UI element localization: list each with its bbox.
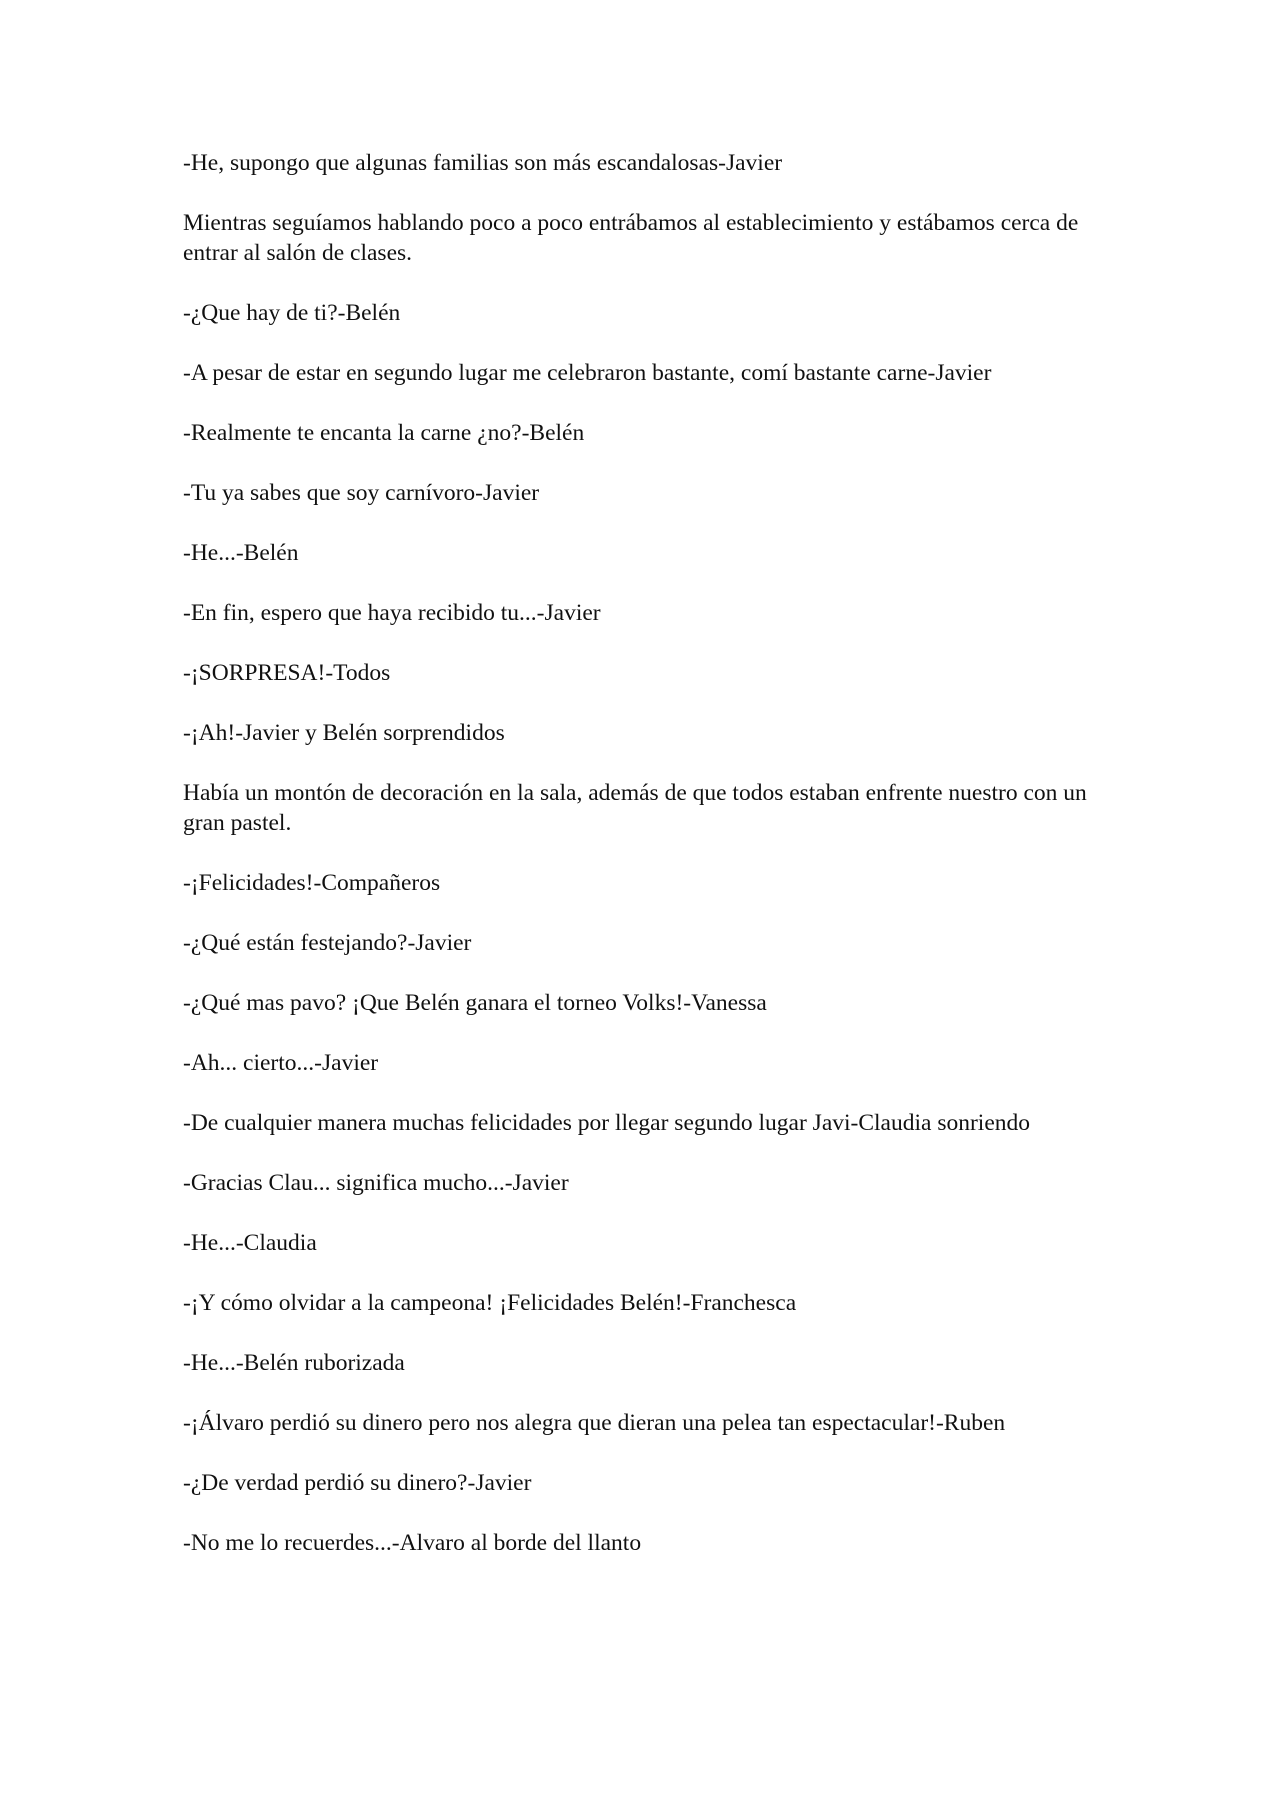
paragraph: -¡Álvaro perdió su dinero pero nos alegra que dieran una pelea tan espectacular!-Ruben bbox=[183, 1410, 1006, 1436]
document-body bbox=[183, 148, 1098, 1588]
paragraph: -Gracias Clau... significa mucho...-Javier bbox=[183, 1170, 569, 1196]
paragraph: -¡Ah!-Javier y Belén sorprendidos bbox=[183, 720, 505, 746]
paragraph: -¿De verdad perdió su dinero?-Javier bbox=[183, 1470, 532, 1496]
paragraph: -En fin, espero que haya recibido tu...-Javier bbox=[183, 600, 601, 626]
paragraph: Había un montón de decoración en la sala, además de que todos estaban enfrente nuestro con un gran pastel. bbox=[183, 780, 1087, 836]
paragraph: -He...-Claudia bbox=[183, 1230, 317, 1256]
paragraph: -He...-Belén bbox=[183, 540, 299, 566]
paragraph: -¿Que hay de ti?-Belén bbox=[183, 300, 401, 326]
paragraph: -Ah... cierto...-Javier bbox=[183, 1050, 379, 1076]
paragraph: -¿Qué mas pavo? ¡Que Belén ganara el torneo Volks!-Vanessa bbox=[183, 990, 767, 1016]
paragraph: -No me lo recuerdes...-Alvaro al borde del llanto bbox=[183, 1530, 642, 1556]
paragraph: -He...-Belén ruborizada bbox=[183, 1350, 405, 1376]
paragraph: -A pesar de estar en segundo lugar me celebraron bastante, comí bastante carne-Javier bbox=[183, 360, 992, 386]
paragraph: Mientras seguíamos hablando poco a poco entrábamos al establecimiento y estábamos cerca de entrar al salón de clases. bbox=[183, 210, 1079, 266]
paragraph: -¿Qué están festejando?-Javier bbox=[183, 930, 472, 956]
paragraph: -Tu ya sabes que soy carnívoro-Javier bbox=[183, 480, 540, 506]
paragraph: -¡SORPRESA!-Todos bbox=[183, 660, 391, 686]
paragraph: -¡Felicidades!-Compañeros bbox=[183, 870, 441, 896]
paragraph: -De cualquier manera muchas felicidades por llegar segundo lugar Javi-Claudia sonriendo bbox=[183, 1110, 1030, 1136]
paragraph: -He, supongo que algunas familias son más escandalosas-Javier bbox=[183, 150, 783, 176]
paragraph: -¡Y cómo olvidar a la campeona! ¡Felicidades Belén!-Franchesca bbox=[183, 1290, 797, 1316]
paragraph: -Realmente te encanta la carne ¿no?-Belén bbox=[183, 420, 585, 446]
